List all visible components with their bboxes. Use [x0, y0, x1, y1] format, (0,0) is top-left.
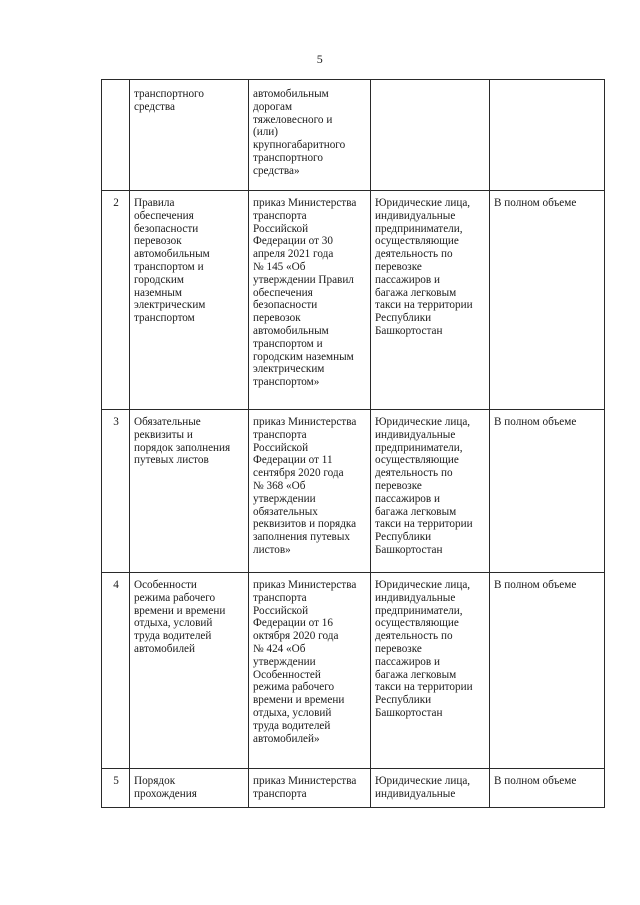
legal-act-cell — [249, 573, 371, 769]
subjects-text: Юридические лица, индивидуальные предприниматели, осуществляющие деятельность по перевозке пассажиров и багажа легковым такси на территории Республики Башкортостан — [375, 579, 473, 719]
legal-act-text: автомобильным дорогам тяжеловесного и (или) крупногабаритного транспортного средства» — [253, 88, 346, 177]
table-row — [102, 80, 605, 191]
table-row — [102, 191, 605, 410]
extent-text: В полном объеме — [494, 579, 577, 591]
legal-act-cell — [249, 80, 371, 191]
subjects-text: Юридические лица, индивидуальные предприниматели, осуществляющие деятельность по перевозке пассажиров и багажа легковым такси на территории Республики Башкортостан — [375, 416, 473, 556]
legal-act-text: приказ Министерства транспорта — [253, 775, 357, 800]
extent-text: В полном объеме — [494, 775, 577, 787]
row-number-cell — [102, 573, 130, 769]
requirement-cell — [130, 80, 249, 191]
extent-text: В полном объеме — [494, 416, 577, 428]
legal-act-cell — [249, 769, 371, 808]
page-number: 5 — [316, 52, 324, 66]
row-number-cell — [102, 769, 130, 808]
legal-act-text: приказ Министерства транспорта Российской Федерации от 11 сентября 2020 года № 368 «Об утверждении обязательных реквизитов и порядка заполнения путевых листов» — [253, 416, 357, 556]
requirement-cell — [130, 769, 249, 808]
row-number-cell — [102, 191, 130, 410]
row-number-cell — [102, 80, 130, 191]
table-row — [102, 769, 605, 808]
row-number: 5 — [113, 775, 119, 787]
row-number: 4 — [113, 579, 119, 591]
legal-act-cell — [249, 191, 371, 410]
requirement-cell — [130, 573, 249, 769]
row-number: 2 — [113, 197, 119, 209]
requirement-text: Особенности режима рабочего времени и времени отдыха, условий труда водителей автомобилей — [134, 579, 226, 655]
subjects-cell — [371, 80, 490, 191]
subjects-cell — [371, 410, 490, 573]
subjects-text: Юридические лица, индивидуальные — [375, 775, 471, 800]
subjects-cell — [371, 573, 490, 769]
legal-act-text: приказ Министерства транспорта Российской Федерации от 30 апреля 2021 года № 145 «Об утверждении Правил обеспечения безопасности перевозок автомобильным транспортом и городским наземным электрическим транспортом» — [253, 197, 357, 389]
extent-cell — [490, 769, 605, 808]
subjects-cell — [371, 191, 490, 410]
requirement-cell — [130, 191, 249, 410]
requirements-table — [101, 79, 605, 808]
extent-cell — [490, 80, 605, 191]
extent-cell — [490, 410, 605, 573]
extent-cell — [490, 573, 605, 769]
requirement-text: Правила обеспечения безопасности перевозок автомобильным транспортом и городским наземным электрическим транспортом — [134, 197, 210, 325]
legal-act-cell — [249, 410, 371, 573]
requirement-cell — [130, 410, 249, 573]
extent-text: В полном объеме — [494, 197, 577, 209]
row-number: 3 — [113, 416, 119, 428]
requirement-text: транспортного средства — [134, 88, 204, 113]
table-row — [102, 410, 605, 573]
table-row — [102, 573, 605, 769]
extent-cell — [490, 191, 605, 410]
requirement-text: Порядок прохождения — [134, 775, 197, 800]
legal-act-text: приказ Министерства транспорта Российской Федерации от 16 октября 2020 года № 424 «Об утверждении Особенностей режима рабочего времени и времени отдыха, условий труда водителей автомобилей» — [253, 579, 357, 745]
subjects-cell — [371, 769, 490, 808]
row-number-cell — [102, 410, 130, 573]
subjects-text: Юридические лица, индивидуальные предприниматели, осуществляющие деятельность по перевозке пассажиров и багажа легковым такси на территории Республики Башкортостан — [375, 197, 473, 337]
requirement-text: Обязательные реквизиты и порядок заполнения путевых листов — [134, 416, 231, 467]
